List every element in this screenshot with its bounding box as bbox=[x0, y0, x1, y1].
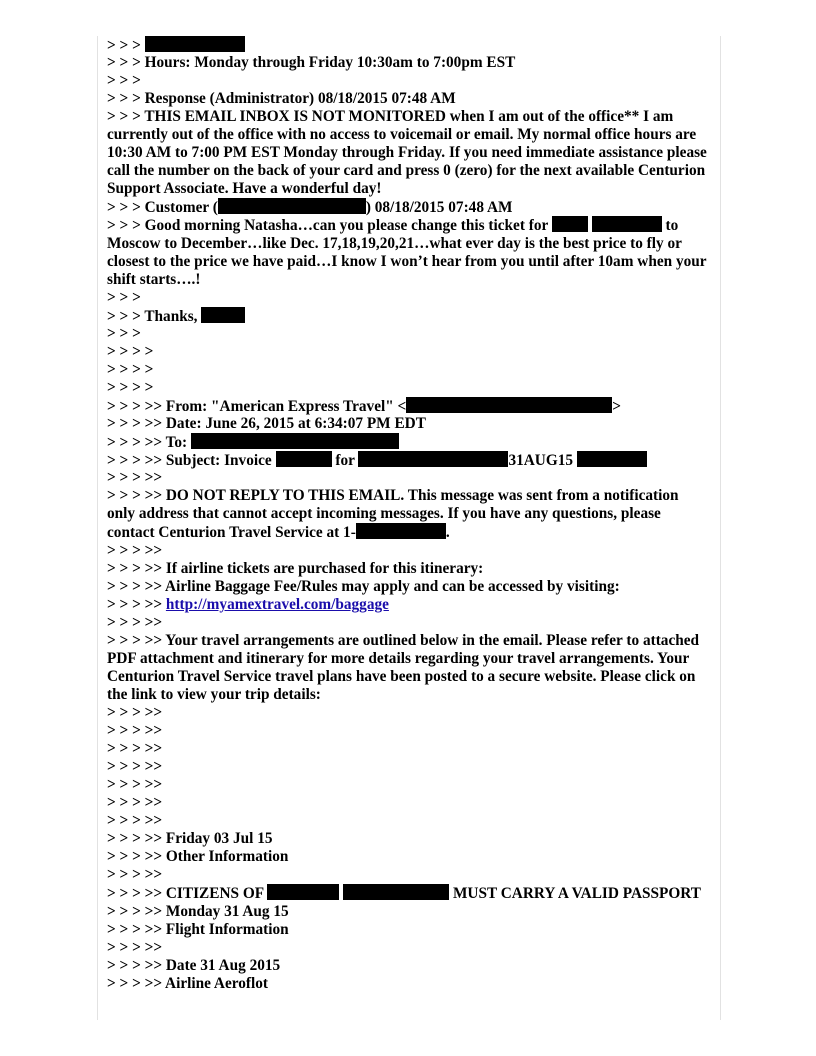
text-line: > > > bbox=[107, 289, 141, 306]
text-line: > > > > bbox=[107, 361, 154, 378]
text-line: > > > >> Flight Information bbox=[107, 921, 289, 938]
text-line: > > > Response (Administrator) 08/18/2015 07:48 AM bbox=[107, 90, 456, 107]
redaction-block bbox=[191, 433, 399, 449]
text-line: > > > >> bbox=[107, 812, 163, 829]
text-line: > > > >> Airline Aeroflot bbox=[107, 975, 268, 992]
text-line: > > > >> To: bbox=[107, 433, 709, 451]
text-line: > > > bbox=[107, 36, 709, 54]
text-line: > > > >> Other Information bbox=[107, 848, 289, 865]
baggage-link[interactable]: http://myamextravel.com/baggage bbox=[165, 596, 389, 613]
text-paragraph: > > > >> DO NOT REPLY TO THIS EMAIL. This message was sent from a notification only address that cannot accept incoming messages. If you have any questions, please contact Centurion Travel Service at 1- . bbox=[107, 487, 679, 541]
text-line: > > > >> bbox=[107, 866, 163, 883]
text-line: > > > >> bbox=[107, 939, 163, 956]
text-line: > > > >> Monday 31 Aug 15 bbox=[107, 903, 289, 920]
text-line: > > > Hours: Monday through Friday 10:30am to 7:00pm EST bbox=[107, 54, 516, 71]
text-line: > > > > bbox=[107, 379, 154, 396]
text-paragraph: > > > THIS EMAIL INBOX IS NOT MONITORED when I am out of the office** I am currently out of the office with no access to voicemail or email. My normal office hours are 10:30 AM to 7:00 PM EST Monday through Friday. If you need immediate assistance please call the number on the back of your card and press 0 (zero) for the next available Centurion Support Associate. Have a wonderful day! bbox=[107, 108, 707, 197]
text-line: > > > >> bbox=[107, 722, 163, 739]
text-line: > > > Thanks, bbox=[107, 307, 709, 325]
text-line: > > > >> If airline tickets are purchased for this itinerary: bbox=[107, 560, 484, 577]
text-line: > > > >> bbox=[107, 758, 163, 775]
text-line: > > > >> http://myamextravel.com/baggage bbox=[107, 596, 389, 613]
text-line: > > > > bbox=[107, 343, 154, 360]
text-line: > > > >> Date 31 Aug 2015 bbox=[107, 957, 281, 974]
redaction-block bbox=[218, 198, 366, 214]
redaction-block bbox=[552, 216, 588, 232]
redaction-block bbox=[406, 397, 612, 413]
text-line: > > > Customer ( ) 08/18/2015 07:48 AM bbox=[107, 199, 513, 216]
redaction-block bbox=[276, 451, 332, 467]
redaction-block bbox=[577, 451, 647, 467]
text-line: > > > >> bbox=[107, 704, 163, 721]
text-line: > > > >> Date: June 26, 2015 at 6:34:07 PM EDT bbox=[107, 415, 426, 432]
text-paragraph: > > > >> Your travel arrangements are outlined below in the email. Please refer to attached PDF attachment and itinerary for more details regarding your travel arrangements. Your Centurion Travel Service travel plans have been posted to a secure website. Please click on the link to view your trip details: bbox=[107, 632, 700, 703]
text-line: > > > >> bbox=[107, 794, 163, 811]
text-paragraph: > > > Good morning Natasha…can you please change this ticket for to Moscow to December…like Dec. 17,18,19,20,21…what ever day is the best price to fly or closest to the price we have paid…I know I won’t hear from you until after 10am when your shift starts….! bbox=[107, 217, 707, 288]
text-line: > > > bbox=[107, 72, 141, 89]
text-line: > > > bbox=[107, 325, 141, 342]
text-line: > > > >> bbox=[107, 614, 163, 631]
text-paragraph: > > > >> CITIZENS OF MUST CARRY A VALID PASSPORT bbox=[107, 885, 701, 902]
redaction-block bbox=[267, 884, 339, 900]
email-body bbox=[107, 36, 709, 993]
redaction-block bbox=[145, 36, 245, 52]
redaction-block bbox=[201, 307, 245, 323]
text-line: > > > >> Airline Baggage Fee/Rules may apply and can be accessed by visiting: bbox=[107, 578, 620, 595]
redaction-block bbox=[592, 216, 662, 232]
redaction-block bbox=[356, 523, 446, 539]
text-line: > > > >> bbox=[107, 542, 163, 559]
text-line: > > > >> bbox=[107, 469, 163, 486]
text-line: > > > >> bbox=[107, 776, 163, 793]
text-line: > > > >> bbox=[107, 740, 163, 757]
text-line: > > > >> Friday 03 Jul 15 bbox=[107, 830, 273, 847]
text-line: > > > >> From: "American Express Travel" < > bbox=[107, 398, 621, 415]
redaction-block bbox=[343, 884, 449, 900]
redaction-block bbox=[358, 451, 508, 467]
text-line: > > > >> Subject: Invoice for 31AUG15 bbox=[107, 451, 709, 469]
